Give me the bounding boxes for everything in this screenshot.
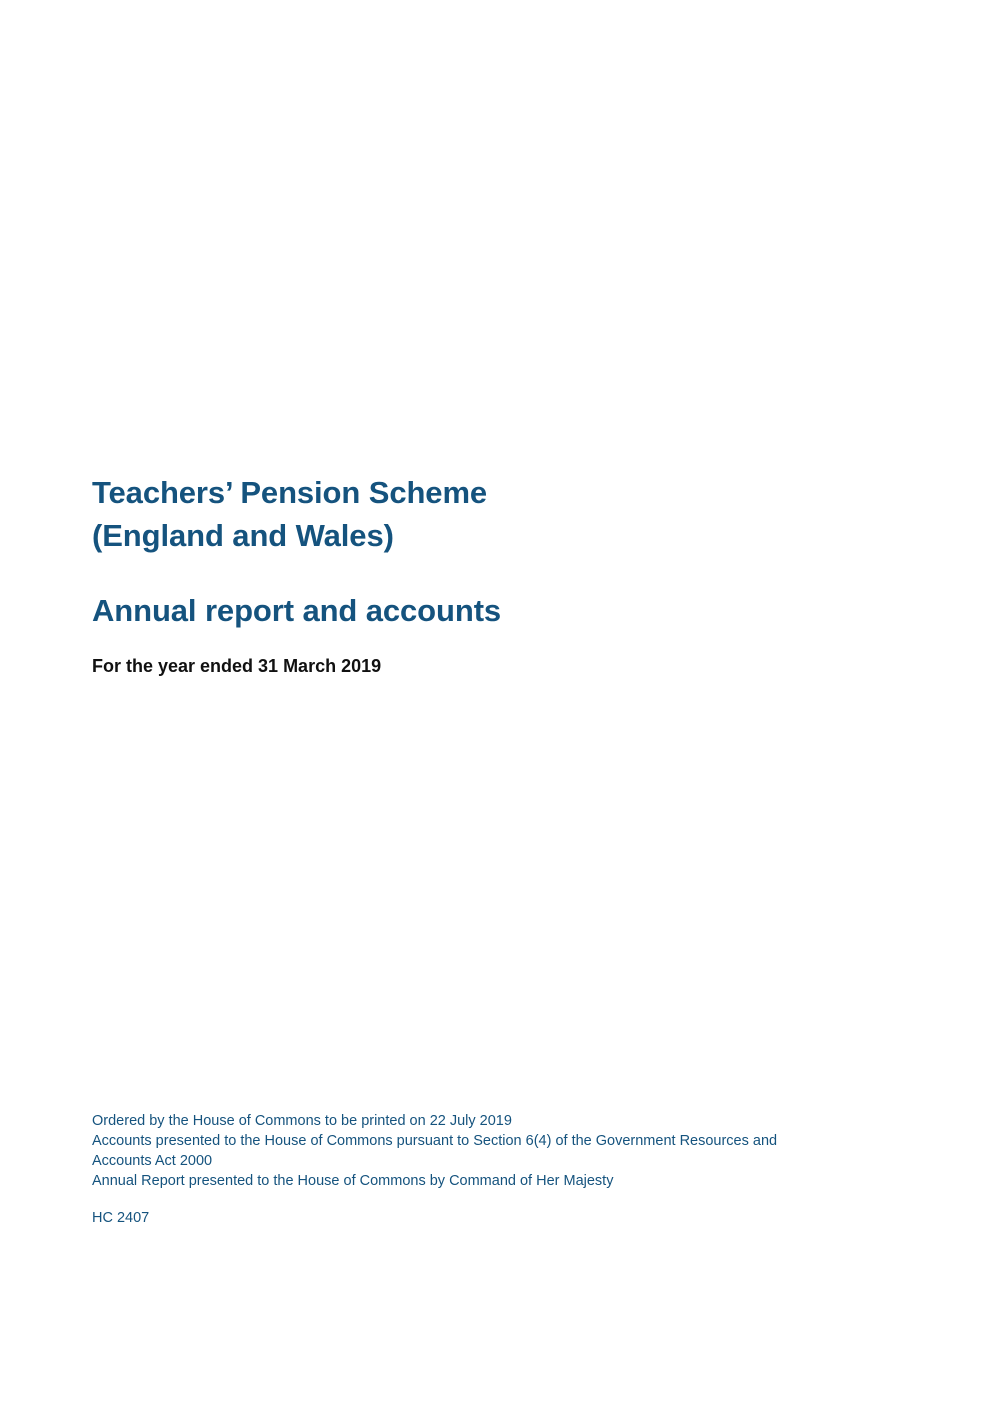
page-title xyxy=(92,472,872,558)
hc-number: HC 2407 xyxy=(92,1210,150,1226)
ordered-by-line: Ordered by the House of Commons to be printed on 22 July 2019 xyxy=(92,1113,512,1129)
title-block xyxy=(92,472,872,632)
page-title-line-2: (England and Wales) xyxy=(92,517,394,553)
publication-statement xyxy=(92,1111,892,1191)
accounts-presented-line-2: Accounts Act 2000 xyxy=(92,1153,213,1169)
annual-report-presented-line: Annual Report presented to the House of Commons by Command of Her Majesty xyxy=(92,1173,614,1189)
accounts-presented-line-1: Accounts presented to the House of Commons pursuant to Section 6(4) of the Government Resources and xyxy=(92,1133,778,1149)
page-title-line-1: Teachers’ Pension Scheme xyxy=(92,475,488,510)
reporting-period: For the year ended 31 March 2019 xyxy=(92,656,382,676)
page-subtitle: Annual report and accounts xyxy=(92,592,502,628)
